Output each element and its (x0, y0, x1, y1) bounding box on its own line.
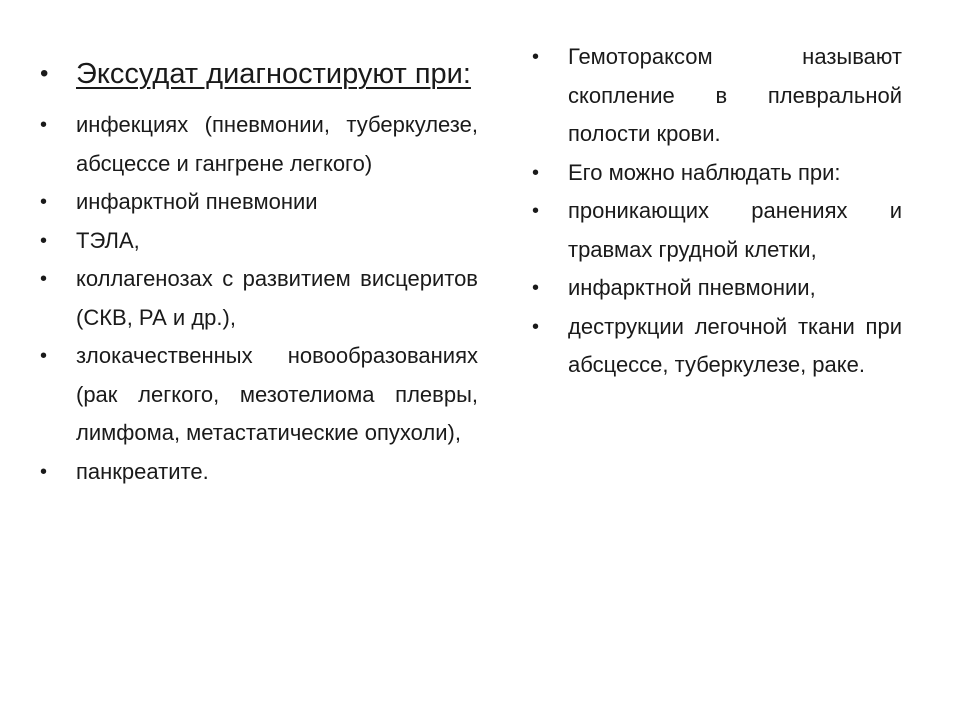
list-item (532, 308, 902, 385)
list-item (532, 154, 902, 193)
list-item-text: панкреатите. (76, 458, 209, 484)
list-item (40, 260, 478, 337)
bullet-icon (40, 222, 47, 260)
bullet-icon (40, 337, 47, 375)
exudate-list (40, 52, 478, 491)
bullet-icon (532, 269, 539, 307)
bullet-icon (40, 106, 47, 144)
list-item (40, 337, 478, 453)
right-column (532, 38, 902, 385)
bullet-icon (532, 192, 539, 230)
bullet-icon (532, 38, 539, 76)
bullet-icon (532, 154, 539, 192)
list-item-text: коллагенозах с развитием висцеритов (СКВ, РА и др.), (76, 266, 478, 330)
list-item-text: инфекциях (пневмонии, туберкулезе, абсцессе и гангрене легкого) (76, 112, 478, 176)
list-item-text: проникающих ранениях и травмах грудной клетки, (568, 198, 902, 262)
list-item (532, 38, 902, 154)
list-item (40, 106, 478, 183)
list-item-text: Гемотораксом называют скопление в плевральной полости крови. (568, 44, 902, 146)
list-item (532, 269, 902, 308)
list-item-text: злокачественных новообразованиях (рак легкого, мезотелиома плевры, лимфома, метастатические опухоли), (76, 343, 478, 445)
list-item (40, 183, 478, 222)
list-heading (40, 52, 478, 96)
bullet-icon (40, 260, 47, 298)
bullet-icon (532, 308, 539, 346)
list-item (40, 222, 478, 261)
bullet-icon (40, 453, 47, 491)
list-item (40, 453, 478, 492)
list-item (532, 192, 902, 269)
list-item-text: инфарктной пневмонии, (568, 275, 816, 300)
list-item-text: инфарктной пневмонии (76, 189, 318, 214)
list-item-text: деструкции легочной ткани при абсцессе, туберкулезе, раке. (568, 313, 902, 377)
bullet-icon (40, 183, 47, 221)
hemothorax-list (532, 38, 902, 385)
list-item-text: Его можно наблюдать при: (568, 159, 841, 185)
left-column (40, 52, 478, 491)
heading-text: Экссудат диагностируют при: (76, 58, 471, 90)
bullet-icon (40, 52, 48, 96)
list-item-text: ТЭЛА, (76, 227, 140, 253)
